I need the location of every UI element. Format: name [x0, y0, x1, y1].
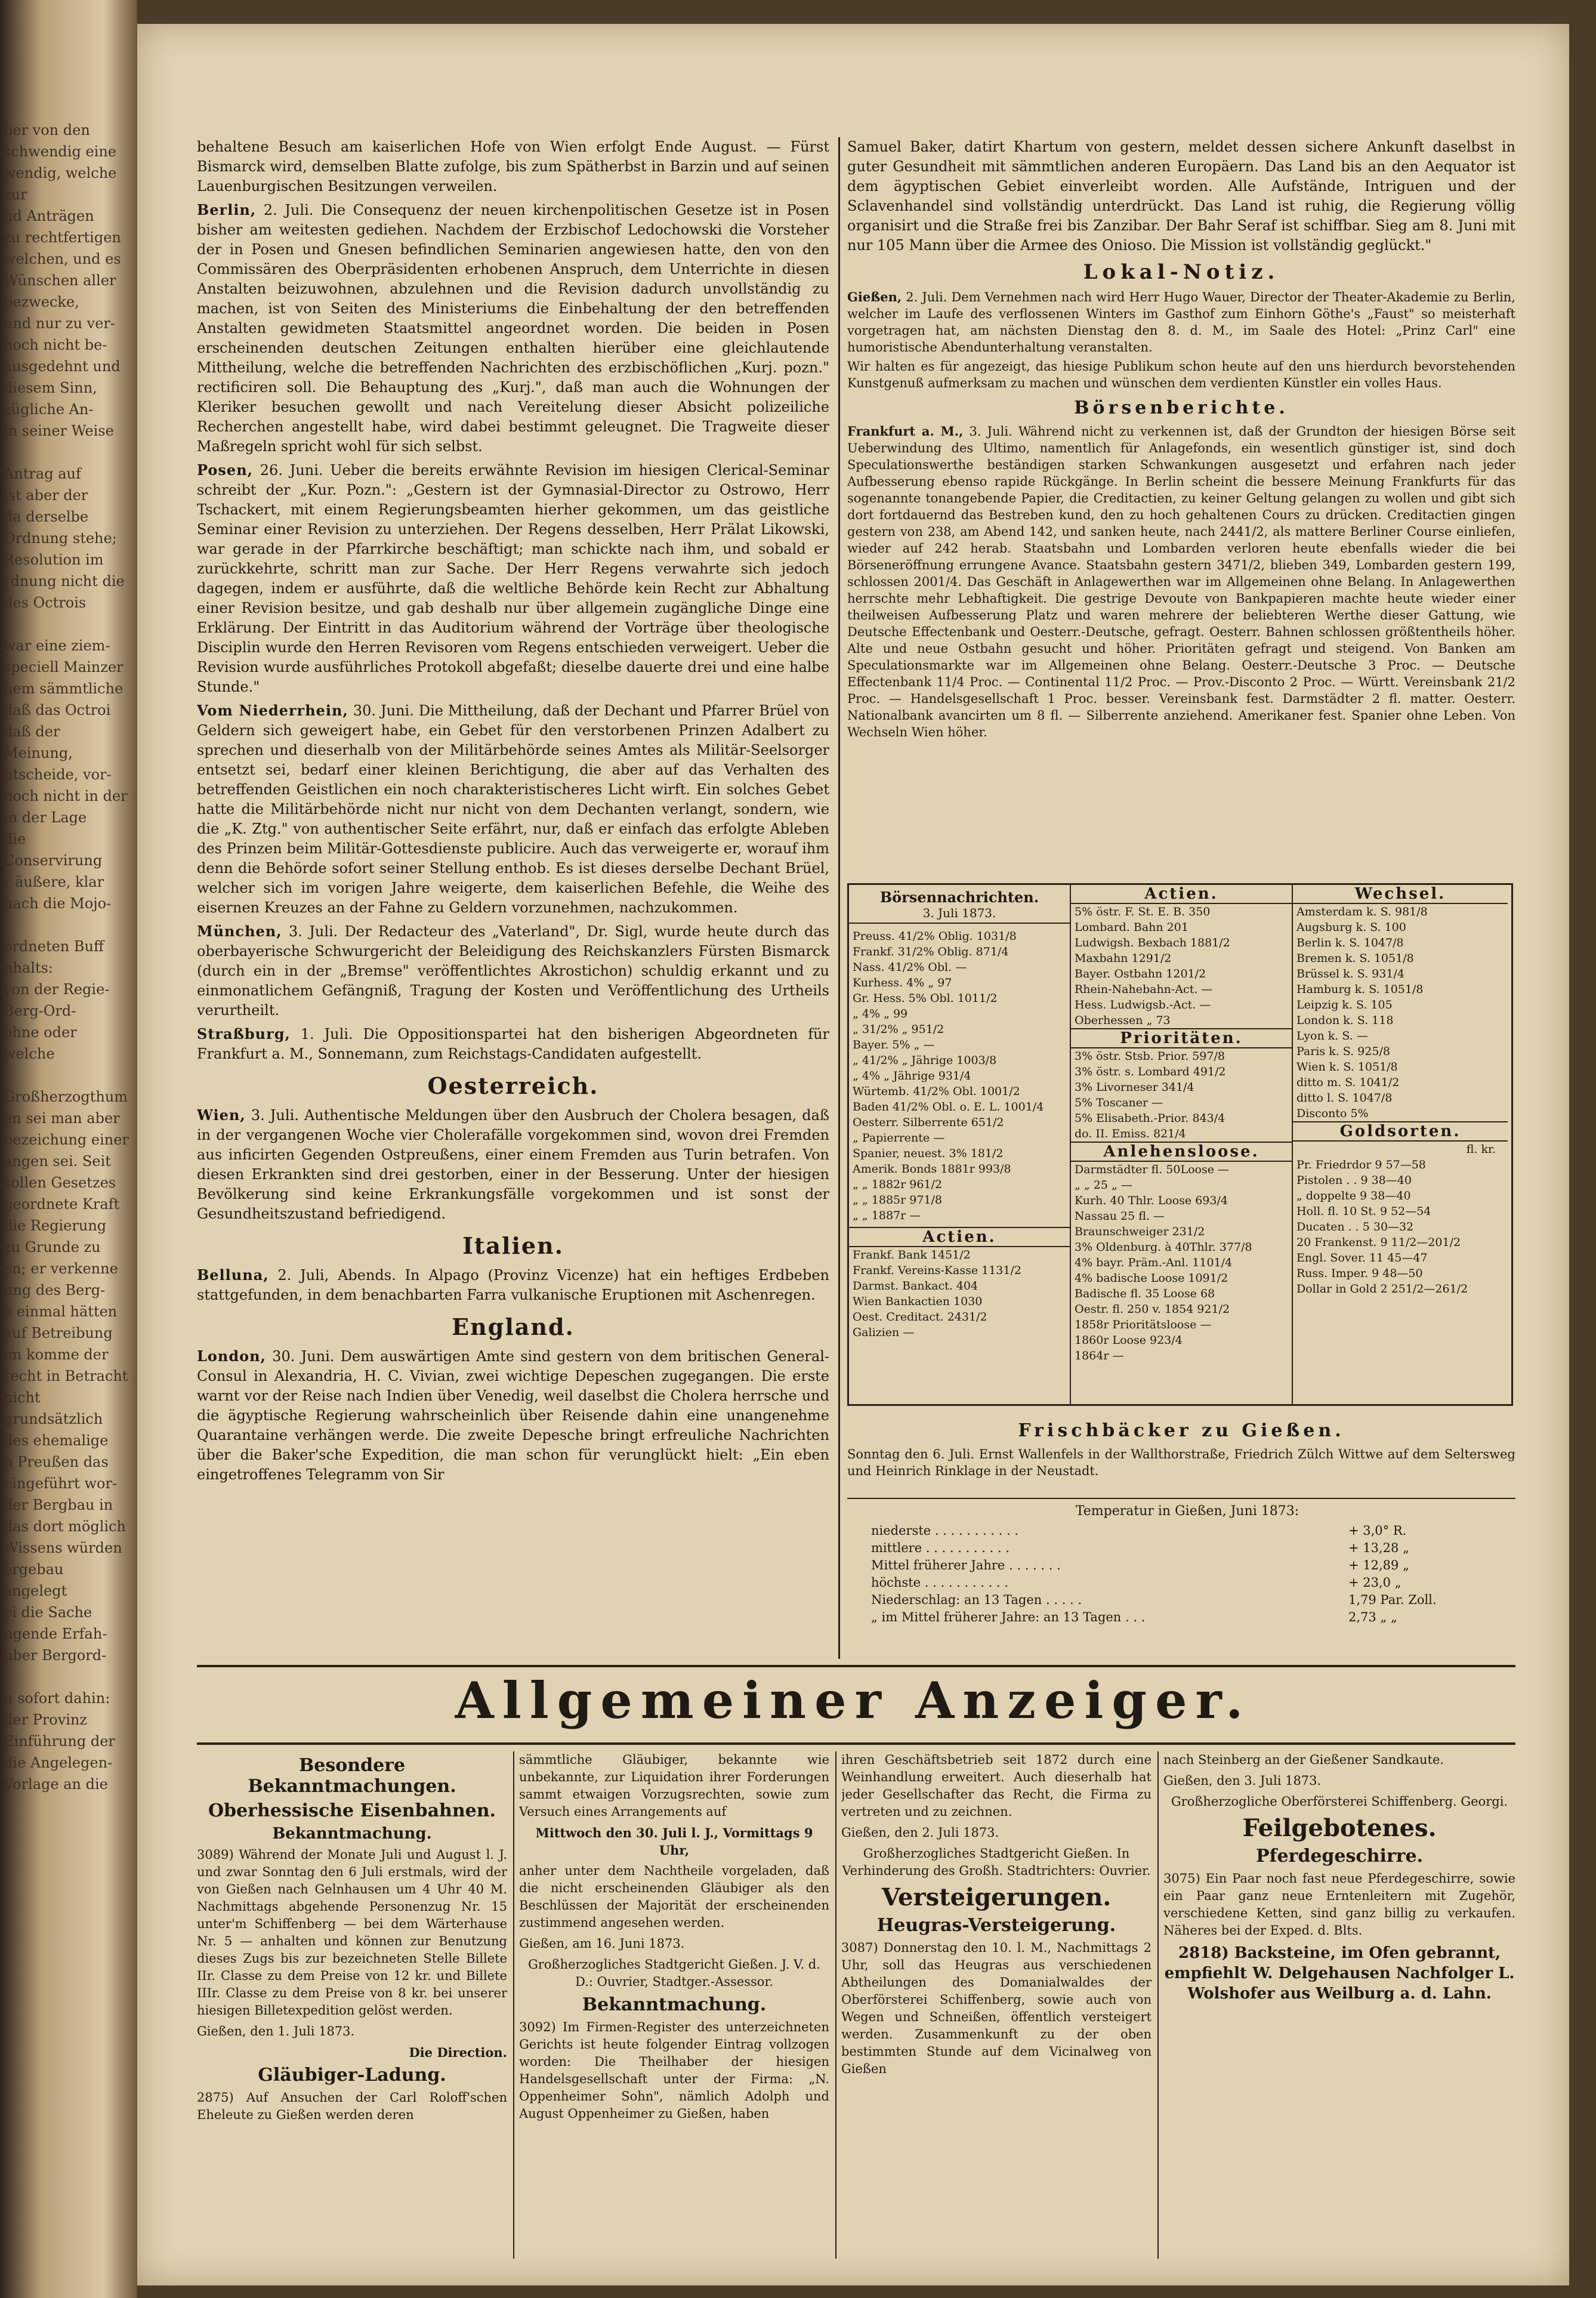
dateline: Gießen,: [847, 289, 902, 304]
frischbaecker-heading: Frischbäcker zu Gießen.: [1018, 1420, 1345, 1441]
article-london: [197, 1346, 829, 1485]
column-divider: [1157, 1751, 1159, 2259]
ad-heading: Feilgebotenes.: [1242, 1814, 1437, 1842]
frischbaecker-text: Sonntag den 6. Juli. Ernst Wallenfels in der Wallthorstraße, Friedrich Zülch Wittwe auf dem Seltersweg und Heinrich Rinklage in der Neustadt.: [847, 1447, 1515, 1478]
actien-row: Wien Bankactien 1030: [853, 1295, 983, 1308]
goldsorten-row: Engl. Sover. 11 45—47: [1296, 1251, 1428, 1264]
temperatur-label: Niederschlag: an 13 Tagen . . . . .: [871, 1593, 1082, 1607]
section-heading: Oesterreich.: [427, 1072, 599, 1099]
temperatur-row: [871, 1522, 1504, 1540]
ad-text: nach Steinberg an der Gießener Sandkaute.: [1163, 1753, 1444, 1767]
temperatur-row: [871, 1591, 1504, 1609]
ad-signature: Die Direction.: [409, 2045, 507, 2060]
dateline: München,: [197, 923, 282, 940]
actien-heading: Actien.: [849, 1227, 1070, 1247]
temperatur-value: 2,73 „ „: [1348, 1610, 1397, 1624]
wechsel-row: Lyon k. S. —: [1296, 1029, 1368, 1042]
temperatur-label: niederste . . . . . . . . . . .: [871, 1523, 1019, 1538]
boersen-row: „ 31/2% „ 951/2: [853, 1023, 944, 1036]
actien-row: Oberhessen „ 73: [1075, 1014, 1171, 1027]
wechsel-heading: Wechsel.: [1293, 885, 1508, 904]
market-column-boersen: [849, 885, 1071, 1404]
goldsorten-row: Pr. Friedrdor 9 57—58: [1296, 1158, 1426, 1171]
section-heading: Italien.: [462, 1232, 564, 1259]
temperatur-title: Temperatur in Gießen, Juni 1873:: [1075, 1504, 1299, 1519]
temperatur-value: 1,79 Par. Zoll.: [1348, 1593, 1437, 1607]
ad-text: 3092) Im Firmen-Register des unterzeichneten Gerichts ist heute folgender Eintrag vollzogen worden: Die Theilhaber der hiesigen Handelsgesellschaft unter der Firma: „N. Oppenheimer Sohn", nämlich Adolph und August Oppenheimer zu Gießen, haben: [519, 2020, 829, 2121]
anlehensloose-row: 1860r Loose 923/4: [1075, 1334, 1183, 1347]
anlehensloose-rows: [1071, 1162, 1292, 1364]
boersen-date: 3. Juli 1873.: [849, 906, 1070, 924]
market-column-actien: [1071, 885, 1293, 1404]
article-strassburg: [197, 1024, 829, 1064]
wechsel-row: Leipzig k. S. 105: [1296, 998, 1393, 1011]
wechsel-rows: [1293, 904, 1508, 1121]
prioritaeten-row: do. II. Emiss. 821/4: [1075, 1127, 1186, 1140]
temperatur-value: + 23,0 „: [1348, 1575, 1401, 1590]
anlehensloose-row: Kurh. 40 Thlr. Loose 693/4: [1075, 1194, 1228, 1207]
column-news-2: [847, 137, 1515, 877]
prioritaeten-row: 3% östr. s. Lombard 491/2: [1075, 1065, 1226, 1078]
article-text: 2. Juli. Dem Vernehmen nach wird Herr Hugo Wauer, Director der Theater-Akademie zu Berlin, welcher im Laufe des verflossenen Winters im Gasthof zum Einhorn Göthe's „Faust" so meisterhaft vorgetragen hat, am nächsten Dienstag den 8. d. M., im Saale des Hotel: „Prinz Carl" eine humoristische Abendunterhaltung veranstalten.: [847, 290, 1515, 354]
ad-text: ihren Geschäftsbetrieb seit 1872 durch eine Weinhandlung erweitert. Auch dieserhalb hat jeder Gesellschafter das Recht, die Firma zu vertreten und zu zeichnen.: [841, 1753, 1152, 1819]
temperatur-value: + 3,0° R.: [1348, 1523, 1407, 1538]
temperatur-box: [871, 1504, 1504, 1653]
allgemeiner-anzeiger-title: Allgemeiner Anzeiger.: [455, 1671, 1252, 1730]
boersen-row: Bayer. 5% „ —: [853, 1038, 935, 1051]
ad-heading: Besondere Bekanntmachungen.: [248, 1755, 456, 1797]
wechsel-row: Bremen k. S. 1051/8: [1296, 952, 1414, 965]
goldsorten-heading: Goldsorten.: [1293, 1121, 1508, 1142]
wechsel-row: Berlin k. S. 1047/8: [1296, 936, 1404, 949]
boersenbericht-text: [847, 423, 1515, 741]
article-text: 1. Juli. Die Oppositionspartei hat den bisherigen Abgeordneten für Frankfurt a. M., Sonnemann, zum Reichstags-Candidaten aufgestellt.: [197, 1026, 829, 1062]
boersen-row: „ „ 1882r 961/2: [853, 1178, 942, 1191]
goldsorten-row: Holl. fl. 10 St. 9 52—54: [1296, 1205, 1431, 1218]
actien-row: Rhein-Nahebahn-Act. —: [1075, 983, 1213, 996]
ad-signature: Großherzogliches Stadtgericht Gießen. J. V. d. D.: Ouvrier, Stadtger.-Assessor.: [528, 1957, 820, 1989]
article-text: 3. Juli. Authentische Meldungen über den Ausbruch der Cholera besagen, daß in der vergangenen Woche vier Cholerafälle vorgekommen sind, wovon drei Fremden aus inficirten Gegenden Ostpreußens, einer einem Fremden aus Turin betrafen. Von diesen Erkrankten sind drei gestorben, einer in der Besserung. Unter der hiesigen Bevölkerung sind keine Erkrankungsfälle vorgekommen und ist sonst der Gesundheitszustand befriedigend.: [197, 1107, 829, 1222]
wechsel-row: ditto m. S. 1041/2: [1296, 1076, 1400, 1089]
dateline: Straßburg,: [197, 1025, 291, 1042]
ads-column-2: [519, 1751, 829, 2259]
ad-subheading: Bekanntmachung.: [272, 1825, 432, 1843]
article-text: 30. Juni. Die Mittheilung, daß der Dechant und Pfarrer Brüel von Geldern sich geweigert habe, ein Gebet für den verstorbenen Prinzen Adalbert zu sprechen und dieserhalb von der Militärbehörde seines Amtes als Militär-Seelsorger entsetzt sei, bedarf einer kleinen Berichtigung, die aber auf das Verhalten des betreffenden Geistlichen ein noch charakteristischeres Licht wirft. Ein solches Gebet hatte die Militärbehörde nicht nur nicht von dem Dechanten verlangt, sondern, wie die „K. Ztg." von authentischer Seite erfährt, nur, daß er einfach das erfolgte Ableben des Prinzen beim Militär-Gottesdienste publicire. Auch das verweigerte er, worauf ihm denn die Behörde sofort seiner Stellung enthob. Es ist dieses derselbe Dechant Brüel, welcher sich im vorigen Jahre weigerte, dem kaiserlichen Befehle, die Weihe des eisernen Kreuzes an der Fahne zu Geldern vorzunehmen, nachzukommen.: [197, 702, 829, 916]
actien-rows: [1071, 904, 1292, 1028]
prioritaeten-row: 3% Livorneser 341/4: [1075, 1081, 1194, 1094]
goldsorten-row: Russ. Imper. 9 48—50: [1296, 1267, 1423, 1280]
wechsel-row: Amsterdam k. S. 981/8: [1296, 905, 1428, 918]
wechsel-row: Wien k. S. 1051/8: [1296, 1060, 1398, 1074]
boersen-row: Kurhess. 4% „ 97: [853, 976, 952, 989]
ad-signature: Großherzogliches Stadtgericht Gießen. In Verhinderung des Großh. Stadtrichters: Ouvrier.: [842, 1846, 1151, 1878]
wechsel-row: Disconto 5%: [1296, 1107, 1369, 1120]
temperatur-label: „ im Mittel früherer Jahre: an 13 Tagen . . .: [871, 1610, 1146, 1624]
anlehensloose-row: 4% badische Loose 1091/2: [1075, 1272, 1228, 1285]
ad-date: Gießen, den 1. Juli 1873.: [197, 2024, 355, 2038]
article-posen: [197, 460, 829, 697]
boersen-row: „ 41/2% „ Jährige 1003/8: [853, 1054, 997, 1067]
boersen-row: Spanier, neuest. 3% 181/2: [853, 1147, 1004, 1160]
anzeiger-rule-bottom: [197, 1742, 1515, 1745]
boersen-row: „ „ 1887r —: [853, 1209, 921, 1222]
anlehensloose-row: Darmstädter fl. 50Loose —: [1075, 1163, 1229, 1176]
boersen-rows: [849, 929, 1070, 1223]
ad-date: Gießen, den 2. Juli 1873.: [841, 1825, 999, 1840]
goldsorten-rows: [1293, 1157, 1508, 1297]
actien-heading: Actien.: [1071, 885, 1292, 904]
article-text: 30. Juni. Dem auswärtigen Amte sind gestern von dem britischen General-Consul in Alexandria, H. C. Vivian, zwei wichtige Depeschen zugegangen. Die erste warnt vor der Reise nach Indien über Venedig, weil daselbst die Cholera herrsche und die ägyptische Regierung wahrscheinlich über Reisende dahin eine unangenehme Quarantaine verhängen werde. Die zweite Depesche bringt erfreuliche Nachrichten über die Baker'sche Expedition, die man schon für verunglückt hielt: „Ein eben eingetroffenes Telegramm von Sir: [197, 1348, 829, 1483]
dateline: Wien,: [197, 1106, 246, 1124]
boersen-row: „ 4% „ 99: [853, 1007, 908, 1020]
prioritaeten-row: 5% Toscaner —: [1075, 1096, 1163, 1109]
anlehensloose-heading: Anlehensloose.: [1071, 1142, 1292, 1162]
market-table: [847, 883, 1513, 1406]
wechsel-row: Brüssel k. S. 931/4: [1296, 967, 1404, 980]
boersen-row: „ 4% „ Jährige 931/4: [853, 1069, 971, 1082]
actien-row: Galizien —: [853, 1326, 915, 1339]
wechsel-row: Hamburg k. S. 1051/8: [1296, 983, 1424, 996]
ads-column-4: [1163, 1751, 1515, 2259]
article-niederrhein: [197, 701, 829, 918]
ad-heading: Oberhessische Eisenbahnen.: [208, 1800, 496, 1821]
dateline: Belluna,: [197, 1266, 269, 1284]
ad-date-emphasis: Mittwoch den 30. Juli l. J., Vormittags 9 Uhr,: [535, 1825, 813, 1858]
dateline: Frankfurt a. M.,: [847, 424, 964, 439]
ad-subheading: Pferdegeschirre.: [1256, 1846, 1423, 1867]
actien-row: Ludwigsh. Bexbach 1881/2: [1075, 936, 1230, 949]
boersen-row: Amerik. Bonds 1881r 993/8: [853, 1162, 1011, 1176]
goldsorten-unit: fl. kr.: [1466, 1143, 1496, 1156]
article-text: 2. Juli. Die Consequenz der neuen kirchenpolitischen Gesetze ist in Posen bisher am weitesten gediehen. Nachdem der Erzbischof Ledochowski die Vorsteher der in Posen und Gnesen befindlichen Seminarien angewiesen hatte, den von den Commissären des Oberpräsidenten erhobenen Anspruch, dem Unterrichte in diesen Anstalten beizuwohnen, abzulehnen und die Revision dadurch unvollständig zu machen, ist von Seiten des Ministeriums die Einbehaltung der den betreffenden Anstalten gewidmeten Staatsmittel angeordnet worden. Die beiden in Posen erscheinenden deutschen Zeitungen enthalten hierüber eine gleichlautende Mittheilung, welche die betreffenden Nachrichten des erzbischöflichen „Kurj. pozn." rectificiren soll. Die Behauptung des „Kurj.", daß man auch die Wohnungen der Kleriker besuchen gewollt und nach Vereitelung dieser Absicht polizeiliche Recherchen angestellt habe, wird dabei bestimmt geleugnet. Die Tragweite dieser Maßregeln spricht wohl für sich selbst.: [197, 202, 829, 455]
actien-row: Darmst. Bankact. 404: [853, 1279, 978, 1293]
anlehensloose-row: 1858r Prioritätsloose —: [1075, 1318, 1212, 1331]
dateline: Posen,: [197, 461, 253, 479]
prioritaeten-row: 5% Elisabeth.-Prior. 843/4: [1075, 1112, 1225, 1125]
temperatur-row: [871, 1574, 1504, 1591]
actien-row: Bayer. Ostbahn 1201/2: [1075, 967, 1206, 980]
section-heading: England.: [452, 1313, 575, 1340]
article-text: 3. Juli. Der Redacteur des „Vaterland", Dr. Sigl, wurde heute durch das oberbayerische Schwurgericht der Beleidigung des Reichskanzlers Fürsten Bismarck (durch ein in der „Bremse" veröffentlichtes Akrostichon) schuldig erkannt und zu einmonatlichem Gefängniß, Tragung der Kosten und Veröffentlichung des Urtheils verurtheilt.: [197, 923, 829, 1019]
temperatur-value: + 13,28 „: [1348, 1541, 1409, 1555]
goldsorten-row: 20 Frankenst. 9 11/2—201/2: [1296, 1236, 1461, 1249]
temperatur-label: höchste . . . . . . . . . . .: [871, 1575, 1008, 1590]
temperatur-row: [871, 1557, 1504, 1574]
column-divider: [838, 137, 840, 1659]
boersen-row: Oesterr. Silberrente 651/2: [853, 1116, 1004, 1129]
temperatur-row: [871, 1609, 1504, 1626]
anlehensloose-row: Nassau 25 fl. —: [1075, 1210, 1165, 1223]
ad-backsteine: 2818) Backsteine, im Ofen gebrannt, empfiehlt W. Delgehausen Nachfolger L. Wolshofer aus Weilburg a. d. Lahn.: [1164, 1944, 1515, 2003]
goldsorten-row: Pistolen . . 9 38—40: [1296, 1174, 1412, 1187]
column-divider: [835, 1751, 836, 2259]
ad-heading: Gläubiger-Ladung.: [258, 2065, 446, 2086]
ad-text: 3087) Donnerstag den 10. l. M., Nachmittags 2 Uhr, soll das Heugras aus verschiedenen Abtheilungen des Domanialwaldes der Oberförsterei Schiffenberg, sowie auch von Wegen und Schneißen, öffentlich versteigert werden. Zusammenkunft zu der oben bestimmten Stunde auf dem Vicinalweg von Gießen: [841, 1941, 1152, 2076]
ad-text: 2875) Auf Ansuchen der Carl Roloff'schen Eheleute zu Gießen werden deren: [197, 2090, 507, 2122]
wechsel-row: London k. S. 118: [1296, 1014, 1394, 1027]
anlehensloose-row: 4% bayr. Präm.-Anl. 1101/4: [1075, 1256, 1233, 1269]
anlehensloose-row: 3% Oldenburg. à 40Thlr. 377/8: [1075, 1241, 1252, 1254]
anlehensloose-row: 1864r —: [1075, 1349, 1124, 1362]
goldsorten-row: Ducaten . . 5 30—32: [1296, 1220, 1414, 1233]
boersen-row: Nass. 41/2% Obl. —: [853, 961, 967, 974]
article-wien: [197, 1105, 829, 1224]
ad-text: anher unter dem Nachtheile vorgeladen, daß die nicht erscheinenden Gläubiger als den Beschlüssen der Majorität der erscheinenden zustimmend angesehen werden.: [519, 1864, 829, 1930]
boersenberichte-heading: Börsenberichte.: [1074, 397, 1289, 418]
actien-row: Maxbahn 1291/2: [1075, 952, 1172, 965]
article-text: 3. Juli. Während nicht zu verkennen ist, daß der Grundton der hiesigen Börse seit Ueberwindung des Ultimo, namentlich für Anlagefonds, ein wesentlich günstiger ist, sind doch Speculationswerthe beständigen starken Schwankungen ausgesetzt und erfahren nach jeder Aufbesserung ebenso rapide Rückgänge. In Berlin scheint die bessere Meinung Frankfurts für das sogenannte tonangebende Papier, die Creditactien, zu keiner Geltung gelangen zu wollen und gibt sich dort fortdauernd das Bestreben kund, den zu hoch gehaltenen Cours zu drücken. Creditactien gingen gestern von 238, am Abend 142, und sanken heute, nach 2441/2, als mattere Berliner Course einliefen, wieder auf 242 herab. Staatsbahn und Lombarden verloren heute ebenfalls wieder die bei Börseneröffnung errungene Avance. Staatsbahn gestern 3471/2, blieben 349, Lombarden gestern 199, schlossen 2001/4. Das Geschäft in Anlagewerthen war im Allgemeinen ohne Belang. In Anlagewerthen herrschte mehr Lebhaftigkeit. Die gestrige Devoute von Bankpapieren machte heute wieder einer theilweisen Aufbesserung Platz und waren mehrere der beliebteren Werthe dieser Gattung, wie Deutsche Effectenbank und Oesterr.-Deutsche, gefragt. Oesterr. Bahnen schlossen größtentheils höher. Alte und neue Ostbahn gesucht und höher. Prioritäten gefragt und steigend. Von Banken am Speculationsmarkte war im Allgemeinen ohne Belang. Oesterr.-Deutsche 3 Proc. — Deutsche Effectenbank 11/4 Proc. — Continental 11/2 Proc. — Prov.-Disconto 2 Proc. — Württ. Vereinsbank 21/2 Proc. — Handelsgesellschaft 1 Proc. besser. Vereinsbank fest. Darmstädter 2 fl. matter. Oesterr. Nationalbank avancirten um 8 fl. — Silberrente anziehend. Amerikaner fest. Spanier ohne Leben. Von Wechseln Wien höher.: [847, 424, 1515, 739]
ad-signature: Großherzogliche Oberförsterei Schiffenberg. Georgi.: [1171, 1794, 1508, 1809]
ad-heading: Bekanntmachung.: [582, 1994, 767, 2015]
actien-row: Frankf. Vereins-Kasse 1131/2: [853, 1264, 1021, 1277]
article-paragraph: behaltene Besuch am kaiserlichen Hofe von Wien erfolgt Ende August. — Fürst Bismarck wird, demselben Blatte zufolge, bis zum Spätherbst in Barzin und auf seinen Lauenburgischen Besitzungen verweilen.: [197, 138, 829, 195]
boersen-row: Frankf. 31/2% Oblig. 871/4: [853, 945, 1009, 958]
column-news-1: [197, 137, 829, 1665]
anzeiger-rule-top: [197, 1665, 1515, 1667]
ad-subheading: Heugras-Versteigerung.: [876, 1915, 1116, 1936]
prioritaeten-heading: Prioritäten.: [1071, 1028, 1292, 1048]
ad-text: 3075) Ein Paar noch fast neue Pferdegeschirre, sowie ein Paar ganz neue Erntenleitern mit Zugehör, verschiedene Ketten, sind ganz billig zu verkaufen. Näheres bei der Exped. d. Blts.: [1163, 1871, 1515, 1938]
anlehensloose-row: Braunschweiger 231/2: [1075, 1225, 1205, 1238]
left-page-margin-text: ber von den schwendig eine wendig, welche zur nd Anträgen zu rechtfertigen welchen, und es Wünschen aller bezwecke, und nur zu ver- noch nicht be- ausgedehnt und diesem Sinn, zügliche An- in seiner Weise Antrag auf ist aber der da derselbe Ordnung stehe; Resolution im rdnung nicht die des Octrois war eine ziem- speciell Mainzer nem sämmtliche daß das Octroi daß der Meinung, ntscheide, vor- noch nicht in der in der Lage die Conservirung r äußere, klar nach die Mojo- ordneten Buff nhalts: von der Regie- Berg-Ord- ohne oder welche Großherzogthum en sei man aber bezeichung einer angen sei. Seit sollen Gesetzes geordnete Kraft die Regierung zu Grunde zu en; er verkenne ung des Berg- e einmal hätten auf Betreibung im komme der recht in Betracht nicht grundsätzlich des ehemalige n Preußen das eingeführt wor- der Bergbau in das dort möglich Wissens würden ergebau angelegt ei die Sache ngende Erfah- über Bergord- n sofort dahin: der Provinz Einführung der die Angelegen- Vorlage an die: [4, 122, 129, 1793]
temperatur-label: mittlere . . . . . . . . . . .: [871, 1541, 1010, 1555]
ads-column-3: [841, 1751, 1152, 2259]
ad-text: 3089) Während der Monate Juli und August l. J. und zwar Sonntag den 6 Juli erstmals, wird der von Gießen nach Gelnhausen um 4 Uhr 40 M. Nachmittags abgehende Personenzug Nr. 15 unter'm Schiffenberg — bei dem Wärterhause Nr. 5 — anhalten und können zur Benutzung dieses Zugs bis zur bezeichneten Stelle Billete IIr. Classe zu dem Preise von 12 kr. und Billete IIIr. Classe zu dem Preise von 8 kr. bei unserer hiesigen Billetexpedition gelöst werden.: [197, 1847, 507, 2018]
divider: [847, 1498, 1515, 1499]
market-column-wechsel: [1293, 885, 1508, 1404]
article-text: 26. Juni. Ueber die bereits erwähnte Revision im hiesigen Clerical-Seminar schreibt der „Kur. Pozn.": „Gestern ist der Gymnasial-Director zu Ostrowo, Herr Tschackert, mit einem Regierungsbeamten hierher gekommen, um das geistliche Seminar einer Revision zu unterziehen. Der Regens desselben, Herr Prälat Likowski, war gerade in der Pfarrkirche beschäftigt; man schickte nach ihm, und sobald er zurückkehrte, schritt man zur Sache. Der Herr Regens verwahrte sich jedoch dagegen, indem er ausführte, daß die weltliche Behörde kein Recht zur Abhaltung einer Revision besitze, und gab deshalb nur über allgemein zugängliche Dinge eine Erklärung. Der Eintritt in das Auditorium während der Vorträge über theologische Disciplin wurde den Herren Revisoren vom Regens entschieden verweigert. Ueber die Revision wurde ausführliches Protokoll abgefaßt; dieselbe dauerte drei und eine halbe Stunde.": [197, 462, 829, 695]
goldsorten-row: Dollar in Gold 2 251/2—261/2: [1296, 1282, 1468, 1295]
ad-date: Gießen, den 3. Juli 1873.: [1163, 1773, 1322, 1788]
boersen-title: Börsennachrichten.: [879, 889, 1039, 906]
temperatur-rows: [871, 1522, 1504, 1626]
actien-row: Lombard. Bahn 201: [1075, 921, 1188, 934]
boersen-row: „ „ 1885r 971/8: [853, 1193, 942, 1207]
prioritaeten-row: 3% östr. Stsb. Prior. 597/8: [1075, 1050, 1225, 1063]
prioritaeten-rows: [1071, 1048, 1292, 1142]
article-berlin: [197, 200, 829, 456]
actien-row: Oest. Creditact. 2431/2: [853, 1310, 987, 1324]
boersen-row: Würtemb. 41/2% Obl. 1001/2: [853, 1085, 1020, 1098]
anlehensloose-row: Badische fl. 35 Loose 68: [1075, 1287, 1215, 1300]
lokal-notiz-text: [847, 289, 1515, 356]
article-baker: Samuel Baker, datirt Khartum von gestern, meldet dessen sichere Ankunft daselbst in guter Gesundheit mit sämmtlichen anderen Europäern. Das Land bis an den Aequator ist dem ägyptischen Gebiet einverleibt worden. Alle Aufstände, Intriguen und der Sclavenhandel sind vollständig unterdrückt. Das Land ist ruhig, die Regierung völlig organisirt und die Straße frei bis Zanzibar. Der Bahr Seraf ist schiffbar. Sieg am 8. Juni mit nur 105 Mann über die Armee des Onioso. Die Mission ist vollständig geglückt.": [847, 138, 1515, 254]
temperatur-label: Mittel früherer Jahre . . . . . . .: [871, 1558, 1061, 1572]
boersen-row: „ Papierrente —: [853, 1131, 945, 1145]
lokal-notiz-heading: Lokal-Notiz.: [1083, 260, 1280, 284]
wechsel-row: Paris k. S. 925/8: [1296, 1045, 1390, 1058]
dateline: Vom Niederrhein,: [197, 702, 348, 719]
frischbaecker-notice: [847, 1414, 1515, 1492]
article-muenchen: [197, 921, 829, 1020]
dateline: Berlin,: [197, 201, 257, 218]
boersen-row: Baden 41/2% Obl. o. E. L. 1001/4: [853, 1100, 1044, 1113]
ad-heading: Versteigerungen.: [881, 1883, 1112, 1911]
boersen-row: Gr. Hess. 5% Obl. 1011/2: [853, 992, 998, 1005]
ads-column-1: [197, 1751, 507, 2259]
column-divider: [513, 1751, 514, 2259]
wechsel-row: Augsburg k. S. 100: [1296, 921, 1406, 934]
actien-row: Hess. Ludwigsb.-Act. —: [1075, 998, 1211, 1011]
ad-date: Gießen, am 16. Juni 1873.: [519, 1936, 685, 1951]
wechsel-row: ditto l. S. 1047/8: [1296, 1091, 1393, 1105]
anlehensloose-row: „ „ 25 „ —: [1075, 1179, 1132, 1192]
lokal-notiz-text-2: Wir halten es für angezeigt, das hiesige Publikum schon heute auf den uns hierdurch bevorstehenden Kunstgenuß aufmerksam zu machen und wünschen dem verdienten Künstler ein volles Haus.: [847, 359, 1515, 390]
goldsorten-row: „ doppelte 9 38—40: [1296, 1189, 1411, 1202]
temperatur-value: + 12,89 „: [1348, 1558, 1409, 1572]
article-belluna: [197, 1265, 829, 1305]
actien-row: Frankf. Bank 1451/2: [853, 1248, 971, 1261]
dateline: London,: [197, 1347, 266, 1365]
boersen-row: Preuss. 41/2% Oblig. 1031/8: [853, 930, 1017, 943]
actien-rows: [849, 1247, 1070, 1340]
actien-row: 5% östr. F. St. E. B. 350: [1075, 905, 1211, 918]
article-text: 2. Juli, Abends. In Alpago (Provinz Vicenze) hat ein heftiges Erdbeben stattgefunden, in dem benachbarten Farra vulkanische Eruptionen mit Aschenregen.: [197, 1267, 829, 1303]
ad-text: sämmtliche Gläubiger, bekannte wie unbekannte, zur Liquidation ihrer Forderungen sammt etwaigen Vorzugsrechten, sowie zum Versuch eines Arrangements auf: [519, 1753, 829, 1819]
temperatur-row: [871, 1540, 1504, 1557]
anlehensloose-row: Oestr. fl. 250 v. 1854 921/2: [1075, 1303, 1230, 1316]
newspaper-page: [137, 24, 1569, 2285]
